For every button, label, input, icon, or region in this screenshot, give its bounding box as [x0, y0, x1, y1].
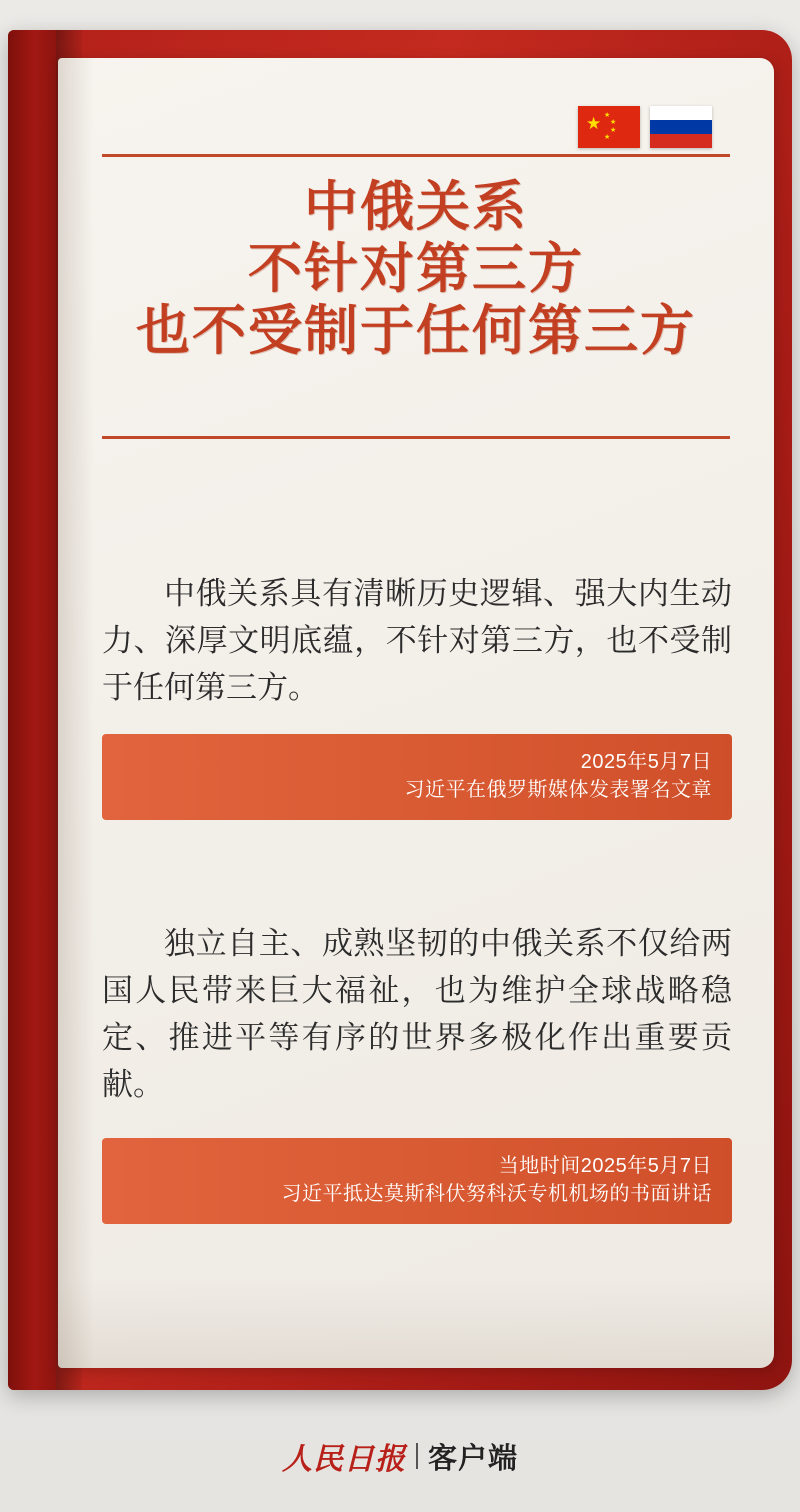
quote-text-2: 独立自主、成熟坚韧的中俄关系不仅给两国人民带来巨大福祉，也为维护全球战略稳定、推进平等有序的世界多极化作出重要贡献。 [102, 926, 732, 1102]
product-name: 客户端 [427, 1442, 518, 1475]
poster-page [58, 58, 774, 1368]
title-line-2: 不针对第三方 [248, 239, 584, 299]
quote-source-date-2: 当地时间2025年5月7日 [498, 1155, 712, 1177]
quote-source-desc-2: 习近平抵达莫斯科伏努科沃专机机场的书面讲话 [281, 1183, 712, 1205]
quote-source-1 [102, 734, 732, 820]
china-flag-big-star: ★ [586, 114, 602, 133]
quote-source-desc-1: 习近平在俄罗斯媒体发表署名文章 [404, 779, 712, 801]
brand-name: 人民日报 [281, 1443, 406, 1476]
book-spine [8, 30, 56, 1390]
footer-logo [0, 1434, 800, 1478]
title-line-1: 中俄关系 [304, 177, 528, 237]
china-flag-icon: ★ ★ ★ ★ ★ [578, 106, 640, 148]
title-rule-top [102, 154, 730, 157]
title-line-3: 也不受制于任何第三方 [136, 301, 696, 361]
page-title [98, 176, 734, 362]
flag-group [578, 106, 712, 148]
page-bottom-shade [58, 1278, 774, 1368]
quote-source-2 [102, 1138, 732, 1224]
quote-text-1: 中俄关系具有清晰历史逻辑、强大内生动力、深厚文明底蕴，不针对第三方，也不受制于任何第三方。 [102, 576, 732, 705]
title-rule-bottom [102, 436, 730, 439]
page-inner-shade [58, 58, 94, 1368]
quote-source-date-1: 2025年5月7日 [580, 751, 712, 773]
russia-flag-icon [650, 106, 712, 148]
footer-divider [416, 1443, 418, 1469]
